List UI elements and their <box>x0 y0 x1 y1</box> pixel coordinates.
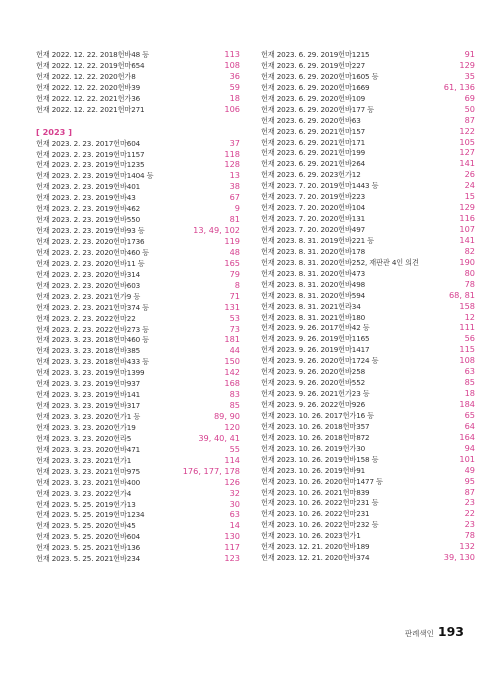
page-references: 9 <box>234 203 240 214</box>
page-references: 23 <box>464 497 475 508</box>
case-citation: 헌재 2023. 2. 23. 2020헌바314 <box>36 269 141 279</box>
page-references: 32 <box>229 487 240 498</box>
page-references: 190 <box>459 256 475 267</box>
page-references: 164 <box>459 431 475 442</box>
page-references: 126 <box>224 476 240 487</box>
case-citation: 헌재 2023. 2. 23. 2019헌바93 등 <box>36 226 145 236</box>
case-citation: 헌재 2023. 9. 26. 2020헌바552 <box>261 378 366 388</box>
index-entry <box>261 487 475 498</box>
index-entry <box>36 509 240 520</box>
index-entry <box>261 377 475 388</box>
page-references: 101 <box>459 453 475 464</box>
page-references: 69 <box>464 92 475 103</box>
page-references: 87 <box>464 486 475 497</box>
case-citation: 헌재 2023. 12. 21. 2020헌바189 <box>261 542 370 552</box>
case-citation: 헌재 2023. 6. 29. 2019헌마227 <box>261 60 366 70</box>
case-citation: 헌재 2023. 3. 23. 2020헌가1 등 <box>36 412 141 421</box>
page-references: 24 <box>464 180 475 191</box>
index-entry <box>261 366 475 377</box>
index-entry <box>36 225 240 236</box>
case-citation: 헌재 2023. 2. 23. 2020헌마1736 <box>36 237 145 246</box>
page-references: 39, 40, 41 <box>198 432 240 443</box>
index-entry <box>261 147 475 158</box>
index-entry <box>36 170 240 181</box>
index-entry <box>36 367 240 378</box>
page-references: 15 <box>464 191 475 202</box>
case-citation: 헌재 2023. 2. 23. 2020헌마460 등 <box>36 247 149 257</box>
page-number: 193 <box>437 624 464 639</box>
page-references: 38 <box>229 181 240 192</box>
page-references: 8 <box>234 279 240 290</box>
page-references: 36 <box>229 70 240 81</box>
index-entry <box>261 476 475 487</box>
case-citation: 헌재 2023. 6. 29. 2023헌가12 <box>261 170 361 180</box>
page-references: 118 <box>224 148 240 159</box>
page-references: 141 <box>459 158 475 169</box>
index-entry <box>36 280 240 291</box>
case-citation: 헌재 2023. 9. 26. 2020헌바258 <box>261 367 366 377</box>
index-entry <box>261 246 475 257</box>
page-references: 44 <box>229 345 240 356</box>
index-entry <box>36 389 240 400</box>
page-references: 18 <box>229 92 240 103</box>
case-citation: 헌재 2023. 10. 26. 2022헌마231 <box>261 509 370 519</box>
page-references: 107 <box>459 224 475 234</box>
page-references: 122 <box>459 125 475 136</box>
page-references: 184 <box>459 399 475 409</box>
page-references: 55 <box>229 443 240 454</box>
index-entry <box>36 324 240 335</box>
page-references: 120 <box>224 421 240 432</box>
index-entry <box>261 126 475 137</box>
case-citation: 헌재 2023. 8. 31. 2019헌바221 등 <box>261 235 374 245</box>
page-references: 113 <box>224 49 240 59</box>
page-references: 165 <box>224 257 240 268</box>
page-references: 65 <box>464 409 475 420</box>
case-citation: 헌재 2023. 9. 26. 2019헌마1165 <box>261 334 370 344</box>
case-citation: 헌재 2022. 12. 22. 2019헌마654 <box>36 60 145 70</box>
index-entry <box>36 181 240 192</box>
page-references: 26 <box>464 169 475 180</box>
page-references: 142 <box>224 367 240 378</box>
page-references: 23 <box>464 519 475 530</box>
case-citation: 헌재 2023. 3. 23. 2019헌바317 <box>36 401 141 411</box>
case-citation: 헌재 2023. 6. 29. 2021헌마157 <box>261 126 366 136</box>
page-references: 130 <box>224 531 240 542</box>
case-citation: 헌재 2023. 3. 23. 2021헌가1 <box>36 455 132 465</box>
page-references: 89, 90 <box>213 411 240 421</box>
index-entry <box>36 455 240 466</box>
case-citation: 헌재 2023. 8. 31. 2021헌바180 <box>261 312 366 322</box>
index-entry <box>36 334 240 345</box>
page-references: 181 <box>224 334 240 345</box>
page-references: 79 <box>229 268 240 279</box>
page-references: 106 <box>224 103 240 114</box>
case-citation: 헌재 2023. 9. 26. 2019헌마1417 <box>261 345 370 355</box>
case-citation: 헌재 2023. 2. 23. 2022헌마22 <box>36 313 136 323</box>
index-entry <box>36 138 240 149</box>
index-entry <box>36 488 240 499</box>
case-citation: 헌재 2022. 12. 22. 2021헌가36 <box>36 93 141 103</box>
index-entry <box>261 312 475 323</box>
page-references: 71 <box>229 290 240 301</box>
index-entry <box>261 268 475 279</box>
case-citation: 헌재 2023. 10. 26. 2017헌가16 등 <box>261 410 374 420</box>
index-entry <box>261 508 475 519</box>
case-citation: 헌재 2023. 3. 23. 2018헌바433 등 <box>36 357 149 367</box>
index-entry <box>36 378 240 389</box>
page-references: 39, 130 <box>443 552 475 563</box>
page-references: 22 <box>464 508 475 519</box>
index-entry <box>261 158 475 169</box>
index-entry <box>261 60 475 71</box>
case-citation: 헌재 2023. 2. 23. 2019헌마1404 등 <box>36 171 154 181</box>
index-entry <box>261 519 475 530</box>
case-citation: 헌재 2023. 10. 26. 2020헌마1477 등 <box>261 476 383 486</box>
index-entry <box>261 93 475 104</box>
page-references: 83 <box>229 389 240 400</box>
case-citation: 헌재 2023. 3. 23. 2019헌마1399 <box>36 368 145 378</box>
case-citation: 헌재 2023. 3. 23. 2020헌가19 <box>36 422 136 432</box>
index-entry <box>36 60 240 71</box>
case-citation: 헌재 2023. 5. 25. 2020헌바604 <box>36 532 141 542</box>
index-entry <box>36 422 240 433</box>
index-entry <box>36 149 240 160</box>
case-citation: 헌재 2023. 10. 26. 2019헌바158 등 <box>261 454 379 464</box>
case-citation: 헌재 2023. 3. 23. 2022헌가4 <box>36 488 132 498</box>
page-references: 114 <box>224 454 240 465</box>
index-entry <box>36 71 240 82</box>
index-entry <box>36 356 240 367</box>
index-entry <box>36 531 240 542</box>
case-citation: 헌재 2023. 3. 23. 2020헌바471 <box>36 444 141 454</box>
case-citation: 헌재 2023. 2. 23. 2021헌가9 등 <box>36 291 141 301</box>
page-references: 127 <box>459 147 475 158</box>
page-references: 85 <box>464 377 475 388</box>
index-entry <box>261 213 475 224</box>
page-references: 129 <box>459 59 475 70</box>
index-entry <box>261 344 475 355</box>
index-entry <box>36 477 240 488</box>
index-entry <box>261 355 475 366</box>
case-citation: 헌재 2023. 3. 23. 2018헌바385 <box>36 346 141 356</box>
index-entry <box>261 115 475 126</box>
case-citation: 헌재 2023. 7. 20. 2020헌바104 <box>261 203 366 213</box>
index-entry <box>36 553 240 564</box>
page-references: 64 <box>464 420 475 431</box>
page-references: 73 <box>229 323 240 334</box>
page-references: 68, 81 <box>448 289 475 300</box>
page-references: 168 <box>224 378 240 389</box>
page-references: 61, 136 <box>443 81 475 92</box>
index-entry <box>261 322 475 333</box>
page-footer <box>405 624 464 639</box>
page-references: 176, 177, 178 <box>182 465 240 476</box>
case-citation: 헌재 2023. 8. 31. 2020헌바252, 재판관 4인 의견 <box>261 257 419 267</box>
case-citation: 헌재 2023. 2. 23. 2020헌바603 <box>36 280 141 290</box>
page-references: 30 <box>229 498 240 509</box>
page-references: 37 <box>229 137 240 148</box>
index-entry <box>36 258 240 269</box>
page-references: 49 <box>464 464 475 475</box>
case-citation: 헌재 2023. 6. 29. 2020헌바109 <box>261 93 366 103</box>
page-references: 158 <box>459 300 475 311</box>
case-citation: 헌재 2022. 12. 22. 2021헌마271 <box>36 104 145 114</box>
spacer <box>36 115 240 126</box>
index-entry <box>261 82 475 93</box>
case-citation: 헌재 2023. 6. 29. 2021헌바264 <box>261 159 366 169</box>
case-citation: 헌재 2023. 9. 26. 2020헌마1724 등 <box>261 356 379 366</box>
case-citation: 헌재 2023. 10. 26. 2019헌바91 <box>261 465 366 475</box>
index-entry <box>261 552 475 563</box>
case-citation: 헌재 2023. 2. 23. 2019헌마1157 <box>36 149 145 159</box>
footer-label: 판례색인 <box>404 629 434 638</box>
page-references: 81 <box>229 214 240 225</box>
case-citation: 헌재 2023. 10. 26. 2018헌마872 <box>261 432 370 442</box>
case-citation: 헌재 2023. 3. 23. 2019헌바141 <box>36 390 141 400</box>
page-references: 48 <box>229 246 240 257</box>
index-entry <box>261 290 475 301</box>
index-entry <box>36 499 240 510</box>
case-citation: 헌재 2023. 6. 29. 2020헌바63 <box>261 115 361 125</box>
index-entry <box>36 433 240 444</box>
page-references: 95 <box>464 475 475 486</box>
index-entry <box>36 291 240 302</box>
case-citation: 헌재 2023. 10. 26. 2022헌마231 등 <box>261 498 379 508</box>
index-entry <box>261 333 475 344</box>
page-references: 105 <box>459 136 475 147</box>
page-references: 53 <box>229 312 240 323</box>
page-references: 56 <box>464 333 475 344</box>
index-entry <box>36 82 240 93</box>
case-citation: 헌재 2023. 8. 31. 2020헌바594 <box>261 290 366 300</box>
case-citation: 헌재 2023. 7. 20. 2019헌마1443 등 <box>261 181 379 191</box>
page-references: 94 <box>464 442 475 453</box>
page-references: 63 <box>464 366 475 377</box>
page-references: 13 <box>229 170 240 181</box>
case-citation: 헌재 2023. 10. 26. 2018헌마357 <box>261 421 370 431</box>
index-entry <box>36 192 240 203</box>
case-citation: 헌재 2023. 5. 25. 2021헌바234 <box>36 554 141 564</box>
case-citation: 헌재 2023. 12. 21. 2020헌바374 <box>261 553 370 563</box>
index-entry <box>261 202 475 213</box>
index-entry <box>261 465 475 476</box>
page-references: 50 <box>464 103 475 114</box>
case-citation: 헌재 2022. 12. 22. 2020헌가8 <box>36 71 136 81</box>
case-citation: 헌재 2023. 10. 26. 2021헌마839 <box>261 487 370 497</box>
page-references: 13, 49, 102 <box>193 225 240 236</box>
index-entry <box>261 235 475 246</box>
case-citation: 헌재 2023. 8. 31. 2020헌바178 <box>261 246 366 256</box>
page-references: 111 <box>459 322 475 333</box>
case-citation: 헌재 2023. 9. 26. 2022헌마926 <box>261 400 366 409</box>
page-references: 14 <box>229 520 240 531</box>
index-entry <box>261 399 475 410</box>
case-citation: 헌재 2023. 9. 26. 2017헌바42 등 <box>261 323 370 333</box>
index-entry <box>261 432 475 443</box>
page-references: 116 <box>459 213 475 224</box>
page-references: 128 <box>224 159 240 170</box>
left-column <box>36 49 240 564</box>
case-citation: 헌재 2023. 2. 23. 2019헌바43 <box>36 193 136 203</box>
index-entry <box>261 279 475 290</box>
page-references: 87 <box>464 114 475 125</box>
index-entry <box>261 541 475 552</box>
index-entry <box>36 466 240 477</box>
case-citation: 헌재 2023. 3. 23. 2018헌마460 등 <box>36 335 149 345</box>
case-citation: 헌재 2023. 7. 20. 2020헌바131 <box>261 214 366 224</box>
page-references: 59 <box>229 81 240 92</box>
index-entry <box>36 444 240 455</box>
case-citation: 헌재 2023. 10. 26. 2023헌가1 <box>261 531 361 541</box>
page-references: 35 <box>464 70 475 81</box>
index-entry <box>36 93 240 104</box>
index-entry <box>36 411 240 422</box>
case-citation: 헌재 2023. 8. 31. 2020헌바498 <box>261 279 366 289</box>
index-entry <box>261 71 475 82</box>
page-references: 18 <box>464 388 475 399</box>
case-citation: 헌재 2023. 5. 25. 2019헌가13 <box>36 499 136 509</box>
index-entry <box>36 302 240 313</box>
right-column <box>261 49 475 563</box>
index-entry <box>36 400 240 411</box>
index-entry <box>36 49 240 60</box>
index-entry <box>261 530 475 541</box>
page-references: 150 <box>224 356 240 367</box>
case-citation: 헌재 2023. 2. 23. 2019헌마1235 <box>36 160 145 170</box>
case-citation: 헌재 2023. 6. 29. 2021헌마171 <box>261 137 366 147</box>
index-entry <box>261 169 475 180</box>
case-citation: 헌재 2023. 3. 23. 2019헌마937 <box>36 379 141 389</box>
case-citation: 헌재 2023. 6. 29. 2020헌마1605 등 <box>261 71 379 81</box>
index-entry <box>261 104 475 115</box>
index-entry <box>261 191 475 202</box>
index-entry <box>261 137 475 148</box>
case-citation: 헌재 2023. 5. 25. 2020헌바45 <box>36 521 136 531</box>
index-entry <box>261 49 475 60</box>
case-citation: 헌재 2023. 10. 26. 2019헌가30 <box>261 443 366 453</box>
case-citation: 헌재 2023. 2. 23. 2022헌바273 등 <box>36 324 149 334</box>
index-entry <box>261 224 475 235</box>
case-citation: 헌재 2023. 2. 23. 2019헌바462 <box>36 204 141 214</box>
case-citation: 헌재 2023. 6. 29. 2021헌마199 <box>261 148 366 158</box>
page-references: 12 <box>464 311 475 322</box>
case-citation: 헌재 2023. 7. 20. 2019헌바223 <box>261 192 366 202</box>
page-references: 82 <box>464 245 475 256</box>
case-citation: 헌재 2023. 2. 23. 2019헌바401 <box>36 182 141 192</box>
case-citation: 헌재 2023. 6. 29. 2020헌바177 등 <box>261 104 374 114</box>
page-references: 119 <box>224 236 240 246</box>
page-references: 85 <box>229 400 240 411</box>
page-references: 78 <box>464 530 475 541</box>
case-citation: 헌재 2023. 3. 23. 2021헌바400 <box>36 477 141 487</box>
case-citation: 헌재 2023. 8. 31. 2020헌바473 <box>261 268 366 278</box>
index-entry <box>36 247 240 258</box>
page-references: 129 <box>459 202 475 213</box>
page-references: 80 <box>464 267 475 278</box>
case-citation: 헌재 2023. 7. 20. 2020헌바497 <box>261 225 366 234</box>
page-references: 78 <box>464 278 475 289</box>
index-entry <box>36 520 240 531</box>
page-references: 132 <box>459 541 475 552</box>
case-citation: 헌재 2023. 5. 25. 2019헌마1234 <box>36 510 145 520</box>
index-entry <box>36 269 240 280</box>
index-entry <box>36 159 240 170</box>
index-entry <box>261 421 475 432</box>
case-citation: 헌재 2023. 2. 23. 2020헌바11 등 <box>36 258 145 268</box>
index-entry <box>261 443 475 454</box>
page-references: 141 <box>459 234 475 245</box>
case-citation: 헌재 2023. 10. 26. 2022헌마232 등 <box>261 520 379 530</box>
page-references: 108 <box>224 59 240 70</box>
index-entry <box>261 301 475 312</box>
index-entry <box>36 345 240 356</box>
index-entry <box>261 257 475 268</box>
case-citation: 헌재 2023. 2. 23. 2021헌마374 등 <box>36 302 149 312</box>
case-citation: 헌재 2023. 2. 23. 2017헌마604 <box>36 138 141 148</box>
page-references: 67 <box>229 192 240 203</box>
case-citation: 헌재 2023. 3. 23. 2021헌마975 <box>36 466 141 476</box>
index-entry <box>36 104 240 115</box>
index-entry <box>36 214 240 225</box>
case-citation: 헌재 2023. 6. 29. 2019헌마1215 <box>261 50 370 59</box>
index-entry <box>36 236 240 247</box>
page-references: 131 <box>224 301 240 312</box>
case-citation: 헌재 2022. 12. 22. 2018헌바48 등 <box>36 50 149 59</box>
index-entry <box>261 410 475 421</box>
index-entry <box>261 497 475 508</box>
page-references: 108 <box>459 355 475 366</box>
index-entry <box>36 313 240 324</box>
case-citation: 헌재 2023. 3. 23. 2020헌라5 <box>36 433 132 443</box>
case-citation: 헌재 2023. 6. 29. 2020헌마1669 <box>261 82 370 92</box>
case-citation: 헌재 2022. 12. 22. 2020헌바39 <box>36 82 141 92</box>
index-entry <box>261 388 475 399</box>
page-references: 123 <box>224 553 240 564</box>
case-citation: 헌재 2023. 5. 25. 2021헌바136 <box>36 543 141 553</box>
case-citation: 헌재 2023. 9. 26. 2021헌가23 등 <box>261 389 370 399</box>
index-entry <box>36 203 240 214</box>
case-citation: 헌재 2023. 8. 31. 2021헌라34 <box>261 301 361 311</box>
page-references: 63 <box>229 509 240 520</box>
page-references: 91 <box>464 49 475 59</box>
page-references: 115 <box>459 344 475 355</box>
index-entry <box>36 542 240 553</box>
case-citation: 헌재 2023. 2. 23. 2019헌바550 <box>36 215 141 225</box>
year-heading: [ 2023 ] <box>36 126 72 137</box>
page-references: 117 <box>224 542 240 553</box>
index-entry <box>261 454 475 465</box>
index-entry <box>261 180 475 191</box>
